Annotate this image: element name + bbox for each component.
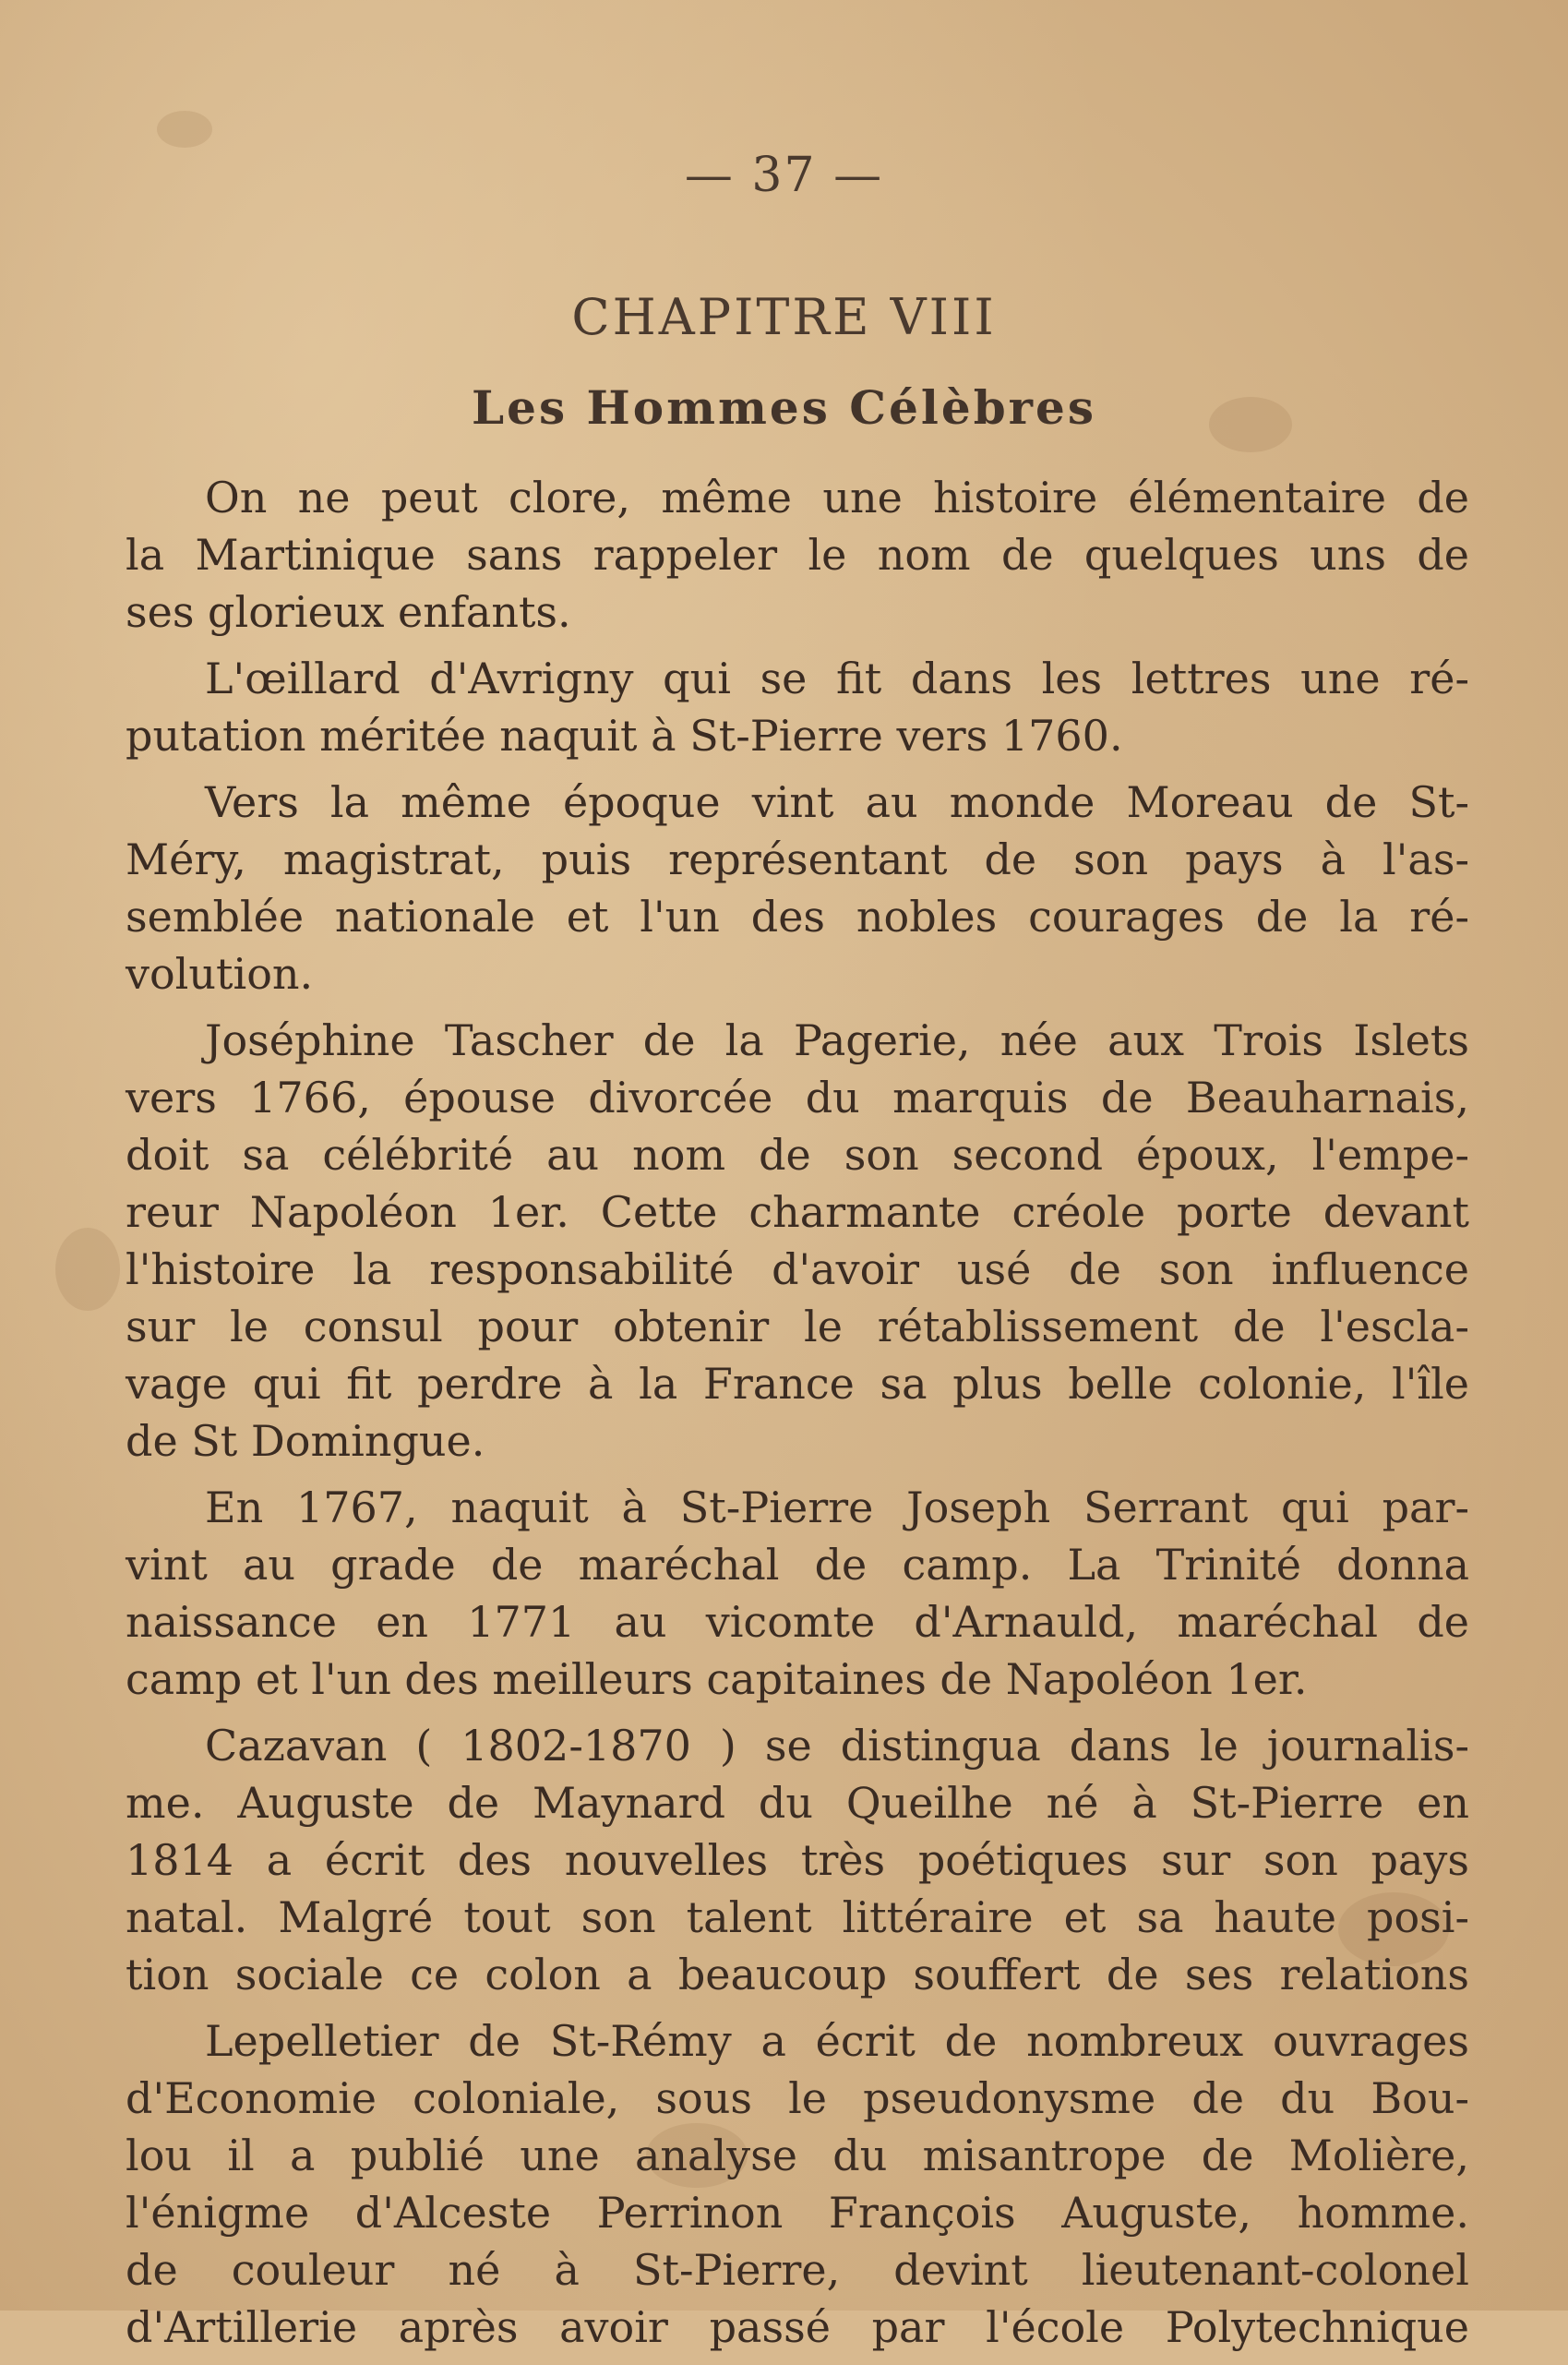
text-line: vage qui fit perdre à la France sa plus belle colonie, l'île (126, 1359, 1469, 1409)
text-line: semblée nationale et l'un des nobles courages de la ré- (126, 892, 1469, 942)
text-line: d'Artillerie après avoir passé par l'école Polytechnique (126, 2302, 1469, 2352)
text-line: reur Napoléon 1er. Cette charmante créole porte devant (126, 1187, 1469, 1237)
text-line: Lepelletier de St-Rémy a écrit de nombreux ouvrages (205, 2016, 1469, 2066)
text-line: Vers la même époque vint au monde Moreau de St- (205, 777, 1469, 827)
text-line: Méry, magistrat, puis représentant de son pays à l'as- (126, 834, 1469, 884)
text-line: vint au grade de maréchal de camp. La Trinité donna (126, 1540, 1469, 1590)
text-line: volution. (126, 949, 314, 999)
text-line: me. Auguste de Maynard du Queilhe né à St-Pierre en (126, 1778, 1469, 1828)
text-line: d'Economie coloniale, sous le pseudonysme de du Bou- (126, 2073, 1469, 2123)
text-line: ses glorieux enfants. (126, 587, 571, 637)
text-line: l'histoire la responsabilité d'avoir usé de son influence (126, 1244, 1469, 1294)
text-line: lou il a publié une analyse du misantrope de Molière, (126, 2131, 1469, 2180)
text-line: vers 1766, épouse divorcée du marquis de Beauharnais, (126, 1073, 1469, 1122)
text-line: tion sociale ce colon a beaucoup souffert de ses relations (126, 1950, 1469, 1999)
paragraph (126, 469, 1469, 641)
text-line: doit sa célébrité au nom de son second époux, l'empe- (126, 1130, 1469, 1180)
text-line: l'énigme d'Alceste Perrinon François Auguste, homme. (126, 2188, 1469, 2238)
paragraph (126, 2012, 1469, 2356)
text-line: 1814 a écrit des nouvelles très poétiques sur son pays (126, 1835, 1469, 1885)
text-line: natal. Malgré tout son talent littéraire et sa haute posi- (126, 1892, 1469, 1942)
chapter-title: CHAPITRE VIII (571, 288, 997, 346)
text-line: En 1767, naquit à St-Pierre Joseph Serrant qui par- (205, 1483, 1469, 1532)
text-line: camp et l'un des meilleurs capitaines de Napoléon 1er. (126, 1654, 1308, 1704)
paragraph (126, 1479, 1469, 1708)
paragraph (126, 1717, 1469, 2003)
text-line: la Martinique sans rappeler le nom de quelques uns de (126, 530, 1469, 580)
text-line: On ne peut clore, même une histoire élémentaire de (205, 473, 1469, 522)
text-line: Joséphine Tascher de la Pagerie, née aux Trois Islets (205, 1015, 1469, 1065)
paragraph (126, 650, 1469, 764)
paragraph (126, 1012, 1469, 1470)
section-title: Les Hommes Célèbres (472, 380, 1096, 435)
text-line: naissance en 1771 au vicomte d'Arnauld, maréchal de (126, 1597, 1469, 1647)
text-line: putation méritée naquit à St-Pierre vers 1760. (126, 711, 1123, 761)
text-line: de St Domingue. (126, 1416, 485, 1466)
page-number: — 37 — (684, 148, 884, 203)
body-text (126, 469, 1469, 2365)
paragraph (126, 774, 1469, 1002)
text-line: Cazavan ( 1802-1870 ) se distingua dans le journalis- (205, 1721, 1469, 1771)
text-line: L'œillard d'Avrigny qui se fit dans les lettres une ré- (205, 654, 1469, 703)
text-line: de couleur né à St-Pierre, devint lieutenant-colonel (126, 2245, 1469, 2295)
text-line: sur le consul pour obtenir le rétablissement de l'escla- (126, 1302, 1469, 1351)
